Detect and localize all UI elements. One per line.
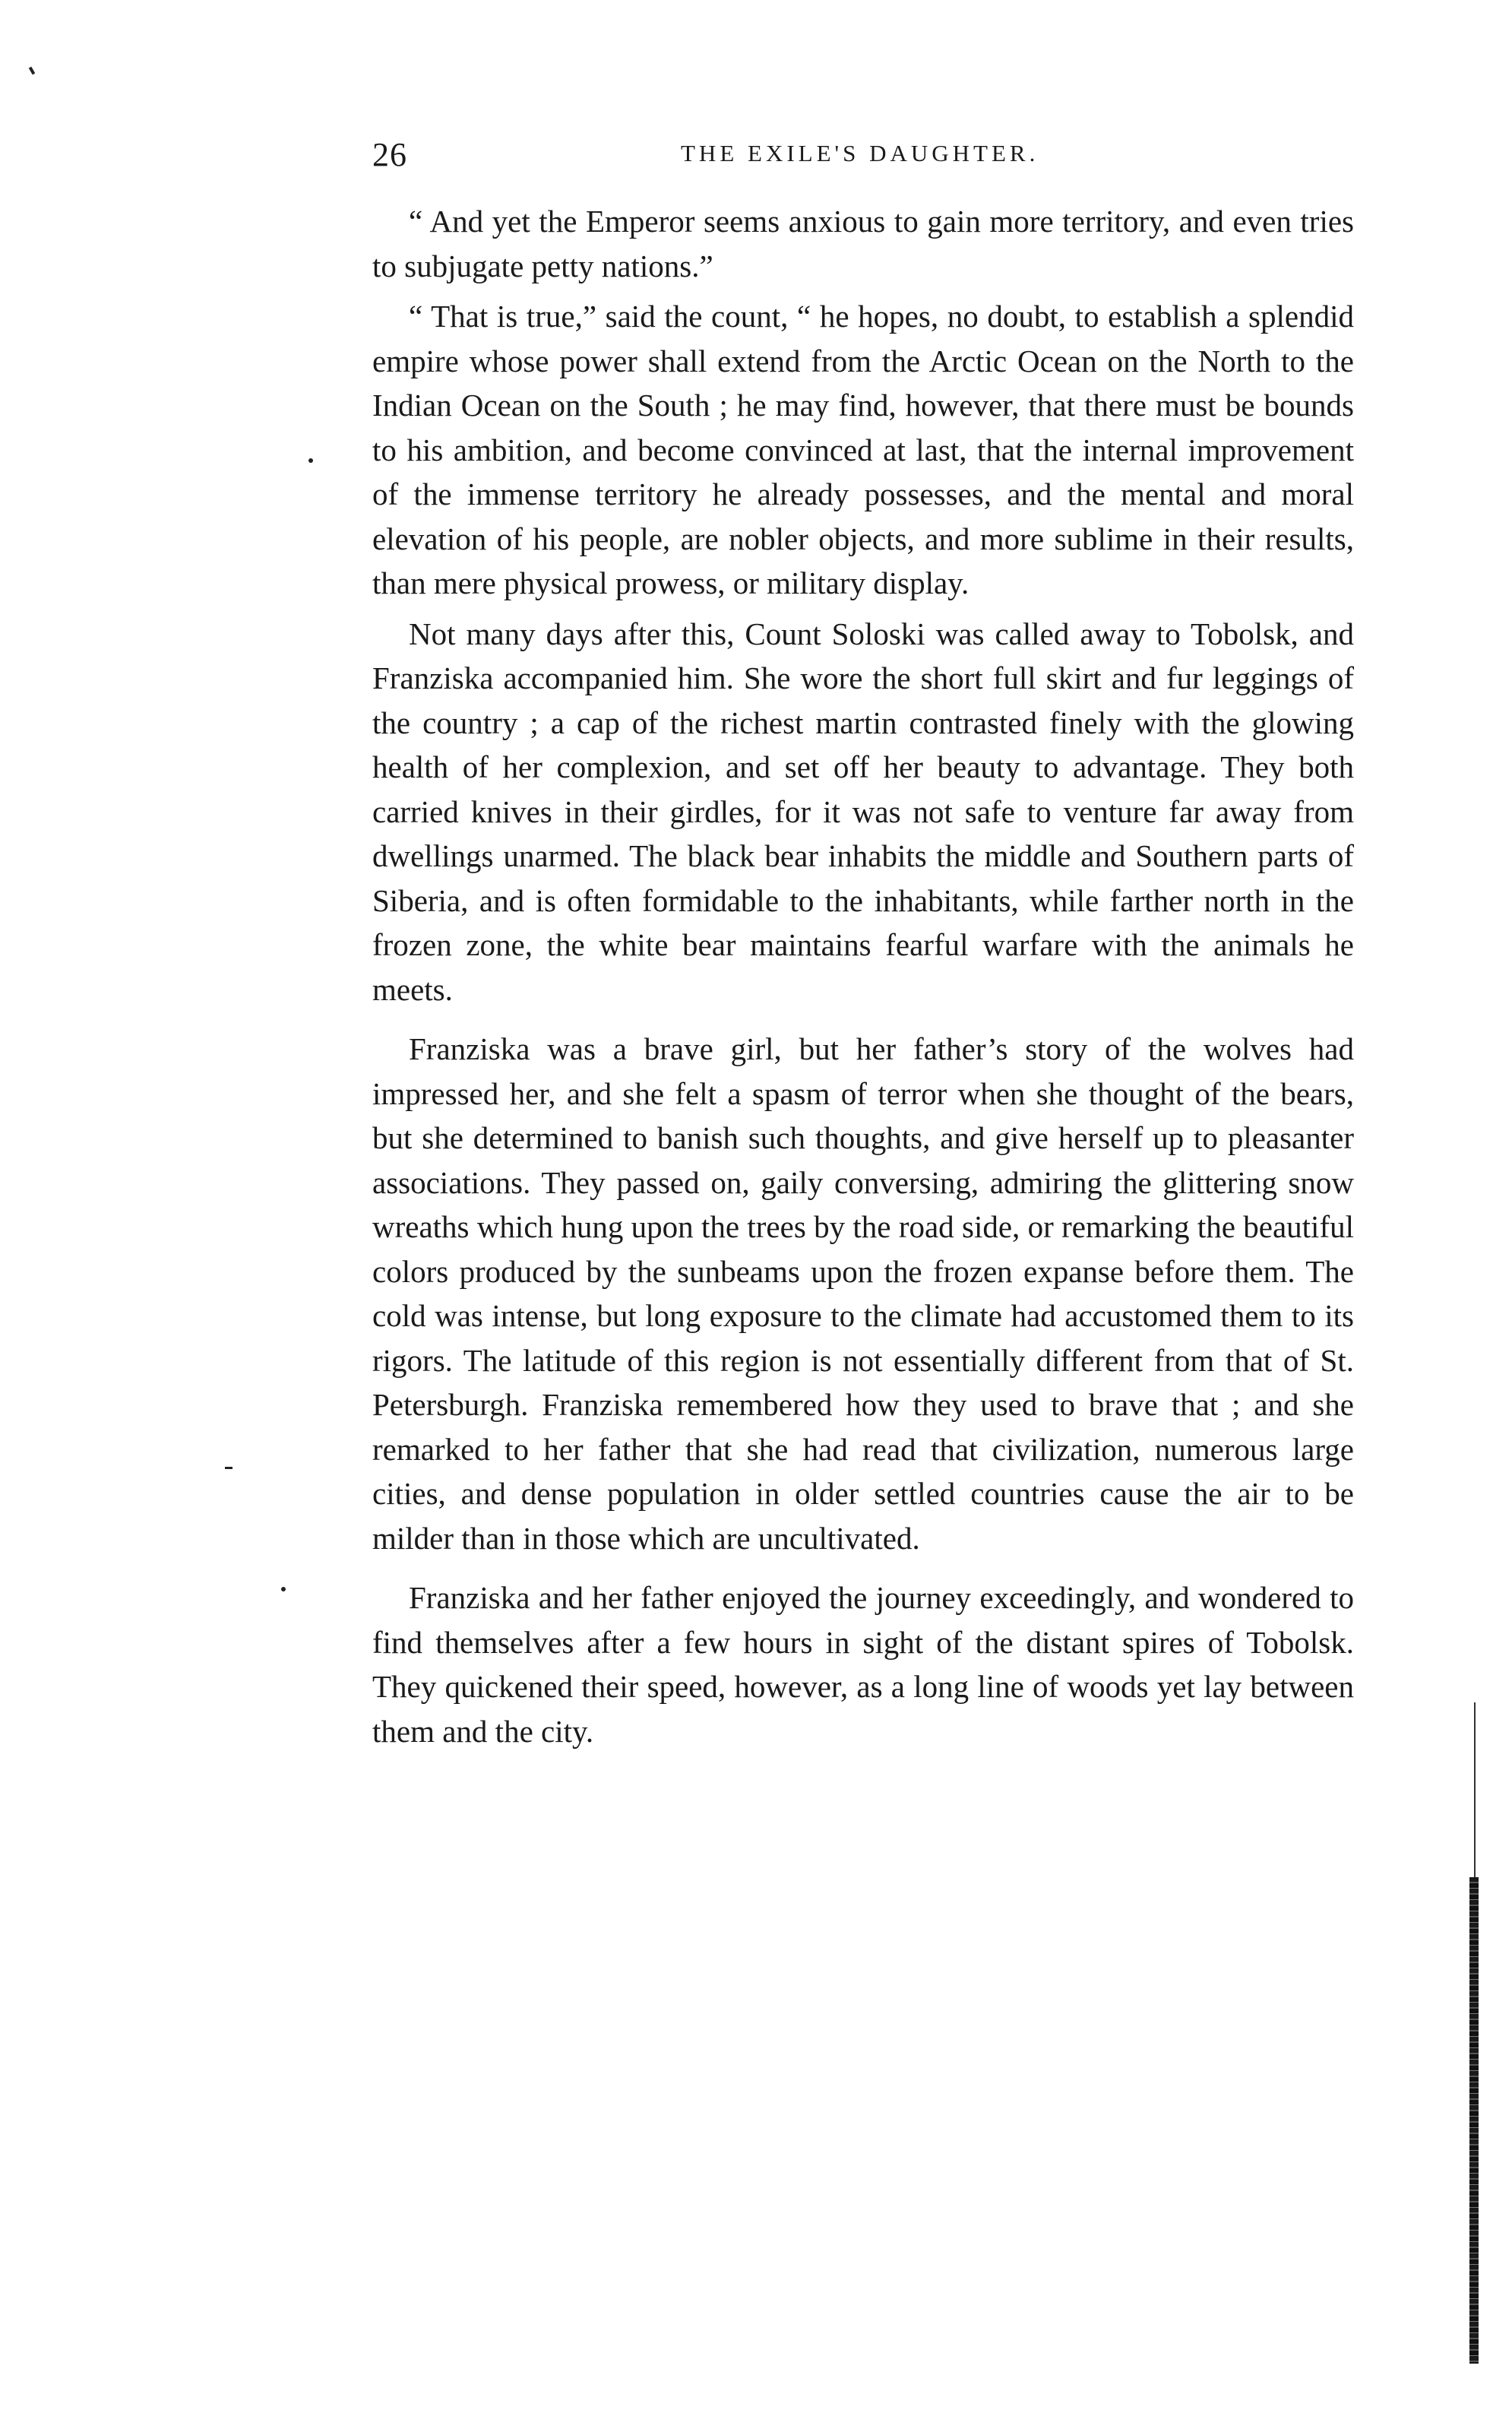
margin-dash <box>225 1467 232 1469</box>
margin-dot-1 <box>308 458 313 463</box>
page-number: 26 <box>372 136 407 173</box>
running-head: THE EXILE'S DAUGHTER. <box>681 140 1039 166</box>
scan-edge-line <box>1474 1702 1476 1877</box>
body-text <box>372 199 1354 1759</box>
margin-speck-top <box>29 67 35 75</box>
paragraph-2: “ That is true,” said the count, “ he hopes, no doubt, to establish a splendid empire whose power shall extend from the Arctic Ocean on the North to the Indian Ocean on the South ; he may find, however, that there must be bounds to his ambition, and become convinced at last, that the internal improvement of the immense territory he already possesses, and the mental and moral elevation of his people, are nobler objects, and more sublime in their results, than mere physical prowess, or military display. <box>372 299 1354 600</box>
margin-dot-2 <box>281 1587 286 1591</box>
paragraph-3: Not many days after this, Count Soloski was called away to Tobolsk, and Franziska accompanied him. She wore the short full skirt and fur leggings of the country ; a cap of the richest martin contrasted finely with the glowing health of her complexion, and set off her beauty to advantage. They both carried knives in their girdles, for it was not safe to venture far away from dwellings unarmed. The black bear inhabits the middle and Southern parts of Siberia, and is often formidable to the inhabitants, while farther north in the frozen zone, the white bear maintains fearful warfare with the animals he meets. <box>372 616 1354 1007</box>
page-header <box>372 135 1360 181</box>
paragraph-1: “ And yet the Emperor seems anxious to gain more territory, and even tries to subjugate petty nations.” <box>372 204 1354 283</box>
paragraph-4: Franziska was a brave girl, but her father’s story of the wolves had impressed her, and she felt a spasm of terror when she thought of the bears, but she determined to banish such thoughts, and give herself up to pleasanter associations. They passed on, gaily conversing, admiring the glittering snow wreaths which hung upon the trees by the road side, or remarking the beautiful colors produced by the sunbeams upon the frozen expanse before them. The cold was intense, but long exposure to the climate had accustomed them to its rigors. The latitude of this region is not essentially different from that of St. Petersburgh. Franziska remembered how they used to brave that ; and she remarked to her father that she had read that civilization, numerous large cities, and dense population in older settled countries cause the air to be milder than in those which are uncultivated. <box>372 1031 1354 1556</box>
paragraph-5: Franziska and her father enjoyed the journey exceedingly, and wondered to find themselves after a few hours in sight of the distant spires of Tobolsk. They quickened their speed, however, as a long line of woods yet lay between them and the city. <box>372 1580 1354 1749</box>
scan-edge-bar <box>1469 1877 1479 2364</box>
